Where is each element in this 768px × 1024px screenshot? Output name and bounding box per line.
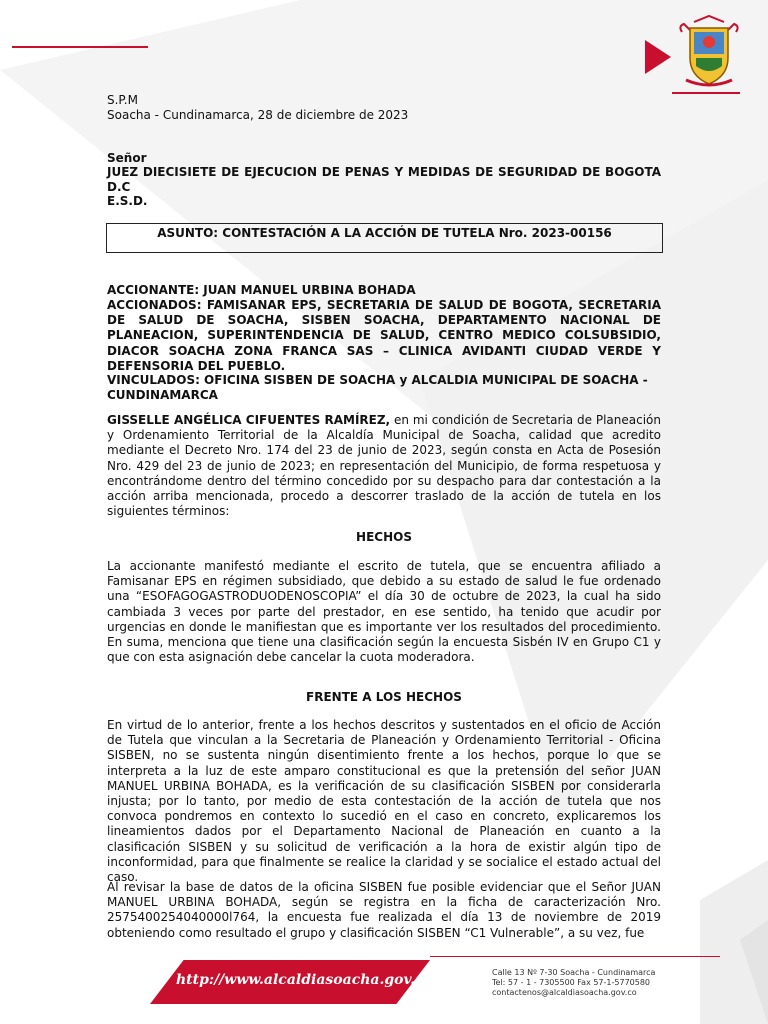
intro-text: en mi condición de Secretaria de Planeación y Ordenamiento Territorial de la Alcaldía Municipal de Soacha, calidad que acredito mediante el Decreto Nro. 174 del 23 de junio de 2023, según consta en Acta de Posesión Nro. 429 del 23 de junio de 2023; en representación del Municipio, de forma respetuosa y encontrándome dentro del término concedido por su despacho para dar contestación a la acción arriba mencionada, procedo a descorrer traslado de la acción de tutela en los siguientes términos: [107,413,661,519]
logo-underline [672,92,740,94]
footer-address: Calle 13 Nº 7-30 Soacha - Cundinamarca [492,968,656,977]
subject-text: ASUNTO: CONTESTACIÓN A LA ACCIÓN DE TUTELA Nro. 2023-00156 [157,226,612,240]
footer-phone: Tel: 57 - 1 - 7305500 Fax 57-1-5770580 [492,978,651,987]
vinculados: VINCULADOS: OFICINA SISBEN DE SOACHA y ALCALDIA MUNICIPAL DE SOACHA - CUNDINAMARCA [107,373,648,403]
addressee-esd: E.S.D. [107,194,148,208]
accionante: ACCIONANTE: JUAN MANUEL URBINA BOHADA [107,283,416,297]
accionados: ACCIONADOS: FAMISANAR EPS, SECRETARIA DE SALUD DE BOGOTA, SECRETARIA DE SALUD DE SOACHA, SISBEN SOACHA, DEPARTAMENTO NACIONAL DE PLANEACION, SUPERINTENDENCIA DE SALUD, CENTRO MEDICO COLSUBSIDIO, DIACOR SOACHA ZONA FRANCA SAS – CLINICA AVIDANTI CIUDAD VERDE Y DEFENSORIA DEL PUEBLO. [107,298,661,373]
footer-email[interactable]: contactenos@alcaldiasoacha.gov.co [492,988,637,997]
frente-paragraph-1: En virtud de lo anterior, frente a los hechos descritos y sustentados en el oficio de Acción de Tutela que vinculan a la Secretaria de Planeación y Ordenamiento Territorial - Oficina SISBEN, no se sustenta ningún disentimiento frente a los hechos, porque lo que se interpreta a la luz de este amparo constitucional es que la pretensión del señor JUAN MANUEL URBINA BOHADA, es la verificación de su clasificación SISBEN por considerarla injusta; por lo tanto, por medio de esta contestación de la acción de tutela que nos convoca pondremos en contexto lo sucedió en el caso en concreto, explicaremos los lineamientos dados por el Departamento Nacional de Planeación en cuanto a la clasificación SISBEN y su solicitud de verificación a la hora de existir algún tipo de inconformidad, para que finalmente se realice la claridad y se socialice el estado actual del caso. [107,718,661,885]
header-red-line [12,46,148,48]
footer-url[interactable]: http://www.alcaldiasoacha.gov.co/ [176,972,439,988]
addressee-salutation: Señor [107,151,147,165]
coat-of-arms-logo [676,14,742,92]
initials: S.P.M [107,93,138,107]
place-date: Soacha - Cundinamarca, 28 de diciembre de 2023 [107,108,409,122]
footer-divider [430,956,720,957]
intro-paragraph [107,413,661,519]
header-red-arrow [645,40,671,74]
subject-box [106,223,663,253]
hechos-paragraph: La accionante manifestó mediante el escrito de tutela, que se encuentra afiliado a Famisanar EPS en régimen subsidiado, que debido a su estado de salud le fue ordenado una “ESOFAGOGASTRODUODENOSCOPIA” el día 30 de octubre de 2023, la cual ha sido cambiada 3 veces por parte del prestador, en ese sentido, ha tenido que acudir por urgencias en donde le manifiestan que es importante ver los resultados del procedimiento. En suma, menciona que tiene una clasificación según la encuesta Sisbén IV en Grupo C1 y que con esta asignación debe cancelar la cuota moderadora. [107,559,661,665]
section-title-frente: FRENTE A LOS HECHOS [306,690,462,704]
footer-contact [492,968,692,998]
section-title-hechos: HECHOS [356,530,412,544]
addressee-judge: JUEZ DIECISIETE DE EJECUCION DE PENAS Y MEDIDAS DE SEGURIDAD DE BOGOTA D.C [107,165,661,195]
signatory-name: GISSELLE ANGÉLICA CIFUENTES RAMÍREZ, [107,413,391,427]
frente-paragraph-2: Al revisar la base de datos de la oficina SISBEN fue posible evidenciar que el Señor JUAN MANUEL URBINA BOHADA, según se registra en la ficha de caracterización Nro. 2575400254040000l764, la encuesta fue realizada el día 13 de noviembre de 2019 obteniendo como resultado el grupo y clasificación SISBEN “C1 Vulnerable”, a su vez, fue [107,880,661,940]
